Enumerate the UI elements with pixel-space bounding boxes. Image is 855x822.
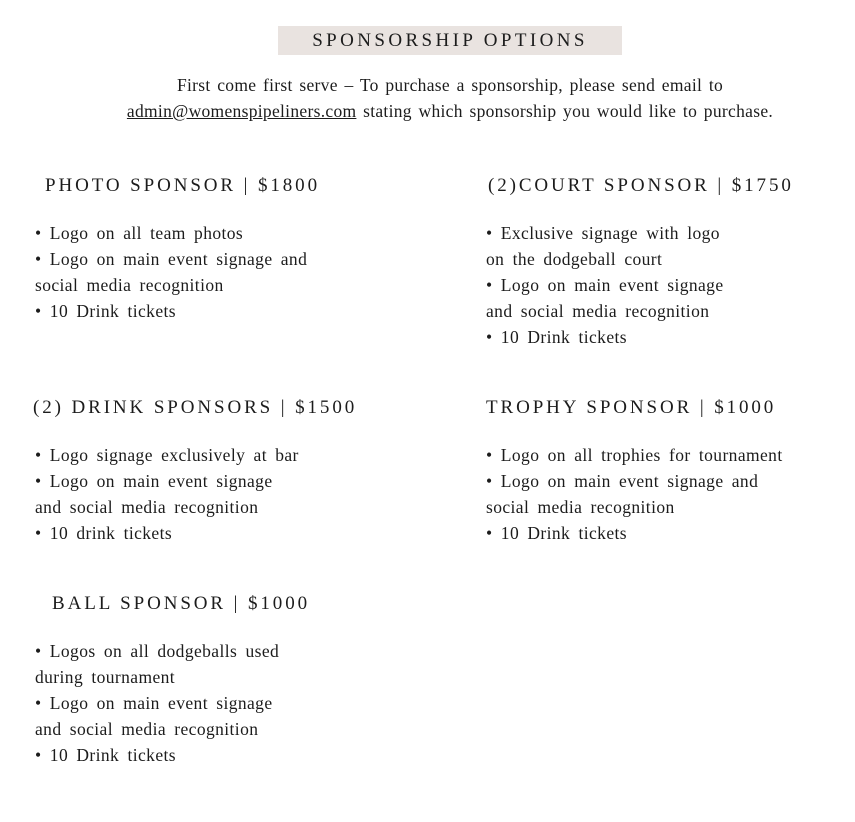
intro-line1: First come first serve – To purchase a sponsorship, please send email to: [176, 75, 724, 95]
benefit-line: and social media recognition: [486, 301, 710, 321]
sponsor-benefits-photo: [35, 220, 307, 324]
benefit-line: and social media recognition: [35, 719, 259, 739]
benefit-line: • 10 Drink tickets: [35, 301, 176, 321]
sponsor-header-drink: (2) DRINK SPONSORS | $1500: [33, 397, 358, 418]
sponsor-benefits-drink: [35, 442, 299, 546]
benefit-line: • Exclusive signage with logo: [486, 223, 720, 243]
benefit-line: • Logo on all trophies for tournament: [486, 445, 783, 465]
benefit-line: • 10 Drink tickets: [486, 523, 627, 543]
benefit-line: on the dodgeball court: [486, 249, 663, 269]
benefit-line: • 10 Drink tickets: [486, 327, 627, 347]
page-title-banner: [278, 26, 622, 55]
benefit-line: during tournament: [35, 667, 176, 687]
intro-text: [45, 72, 855, 124]
benefit-line: social media recognition: [486, 497, 675, 517]
benefit-line: • Logo on main event signage: [35, 471, 273, 491]
email-link[interactable]: admin@womenspipeliners.com: [126, 101, 357, 121]
benefit-line: • 10 drink tickets: [35, 523, 173, 543]
sponsor-benefits-trophy: [486, 442, 783, 546]
intro-line2-rest: stating which sponsorship you would like to purchase.: [356, 101, 774, 121]
benefit-line: • Logo on all team photos: [35, 223, 244, 243]
sponsor-header-trophy: TROPHY SPONSOR | $1000: [486, 397, 777, 418]
benefit-line: • Logo signage exclusively at bar: [35, 445, 299, 465]
sponsor-benefits-court: [486, 220, 724, 350]
benefit-line: and social media recognition: [35, 497, 259, 517]
benefit-line: • Logo on main event signage: [486, 275, 724, 295]
benefit-line: • Logos on all dodgeballs used: [35, 641, 280, 661]
sponsor-header-court: (2)COURT SPONSOR | $1750: [488, 175, 794, 196]
sponsor-header-photo: PHOTO SPONSOR | $1800: [45, 175, 320, 196]
benefit-line: • Logo on main event signage: [35, 693, 273, 713]
page-title: SPONSORSHIP OPTIONS: [312, 30, 588, 51]
benefit-line: social media recognition: [35, 275, 224, 295]
sponsor-benefits-ball: [35, 638, 279, 768]
sponsor-header-ball: BALL SPONSOR | $1000: [52, 593, 310, 614]
benefit-line: • Logo on main event signage and: [35, 249, 308, 269]
benefit-line: • Logo on main event signage and: [486, 471, 759, 491]
benefit-line: • 10 Drink tickets: [35, 745, 176, 765]
